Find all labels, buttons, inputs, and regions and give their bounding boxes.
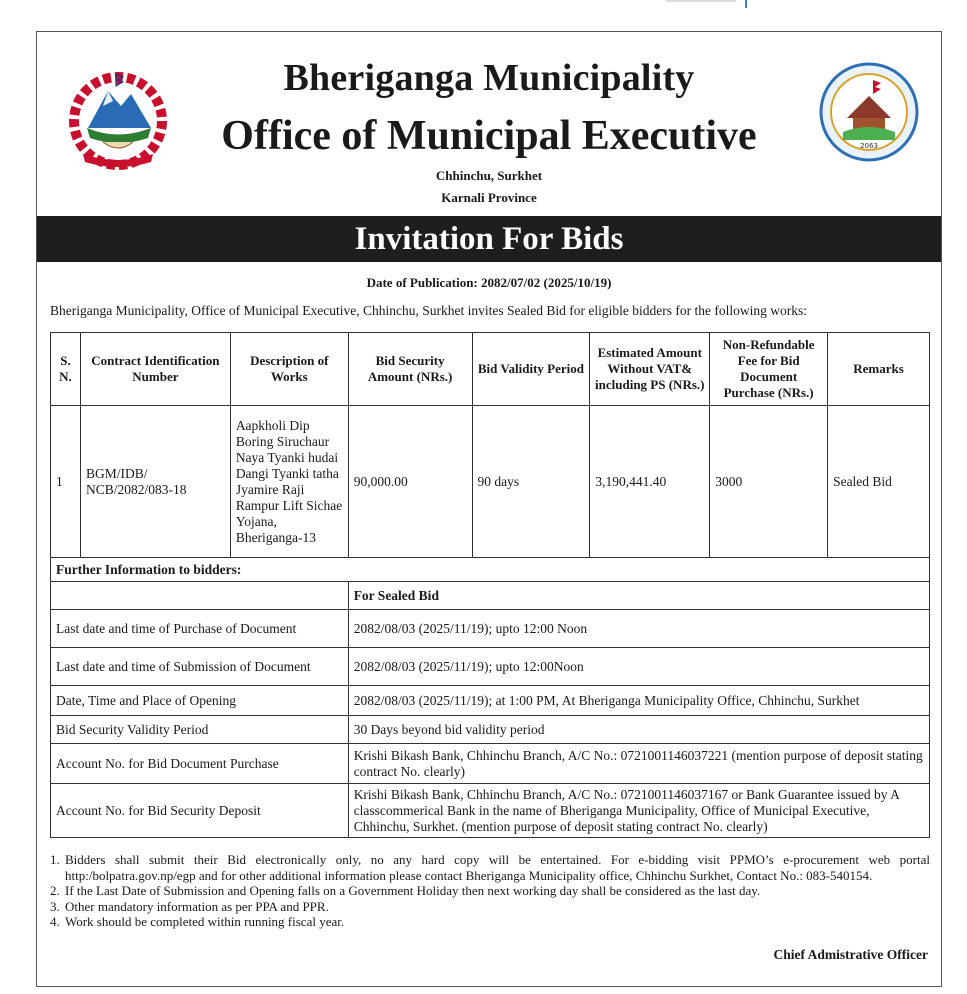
top-edge-mark bbox=[666, 0, 736, 2]
further-info-column-row bbox=[51, 582, 930, 610]
note-item: 4. Work should be completed within running fiscal year. bbox=[63, 914, 930, 930]
info-value: Krishi Bikash Bank, Chhinchu Branch, A/C No.: 0721001146037167 or Bank Guarantee issued by A classcommerical Bank in the name of Bheriganga Municipality, Office of Municipal Executive, Chhinchu, Surkhet. (mention purpose of deposit stating contract No. clearly) bbox=[348, 784, 929, 838]
address-line-1: Chhinchu, Surkhet bbox=[435, 168, 543, 183]
note-item: 3. Other mandatory information as per PPA and PPR. bbox=[63, 899, 930, 915]
cell-sn: 1 bbox=[51, 406, 81, 558]
info-row bbox=[51, 784, 930, 838]
info-value: 30 Days beyond bid validity period bbox=[348, 716, 929, 744]
cell-estimated-amount: 3,190,441.40 bbox=[590, 406, 710, 558]
note-item: 2. If the Last Date of Submission and Opening falls on a Government Holiday then next working day shall be considered as the last day. bbox=[63, 883, 930, 899]
bid-table bbox=[50, 332, 930, 838]
cell-validity: 90 days bbox=[472, 406, 590, 558]
further-info-heading-row bbox=[51, 558, 930, 582]
info-value: 2082/08/03 (2025/11/19); upto 12:00 Noon bbox=[348, 610, 929, 648]
address-line-2: Karnali Province bbox=[441, 190, 537, 205]
col-remarks: Remarks bbox=[828, 333, 930, 406]
info-value: Krishi Bikash Bank, Chhinchu Branch, A/C No.: 0721001146037221 (mention purpose of deposit stating contract No. clearly) bbox=[348, 744, 929, 784]
municipality-name: Bheriganga Municipality bbox=[283, 57, 695, 99]
info-row bbox=[51, 648, 930, 686]
bheriganga-municipality-logo-icon bbox=[817, 58, 921, 166]
info-row bbox=[51, 744, 930, 784]
invitation-banner: Invitation For Bids bbox=[37, 216, 941, 262]
office-name: Office of Municipal Executive bbox=[221, 113, 757, 159]
col-bid-security: Bid Security Amount (NRs.) bbox=[348, 333, 472, 406]
note-item: 1. Bidders shall submit their Bid electronically only, no any hard copy will be entertained. For e-bidding visit PPMO’s e-procurement web portal http:/bolpatra.gov.np/egp and for other additional information please contact Bheriganga Municipality office, Chhinchu Surkhet, Contact No.: 083-540154. bbox=[63, 852, 930, 883]
info-label: Bid Security Validity Period bbox=[51, 716, 349, 744]
info-row bbox=[51, 610, 930, 648]
cell-bid-security: 90,000.00 bbox=[348, 406, 472, 558]
svg-text:2063: 2063 bbox=[860, 142, 878, 150]
cell-contract-id: BGM/IDB/ NCB/2082/083-18 bbox=[80, 406, 230, 558]
info-label: Last date and time of Purchase of Document bbox=[51, 610, 349, 648]
info-row bbox=[51, 686, 930, 716]
col-estimated-amount: Estimated Amount Without VAT& including PS (NRs.) bbox=[590, 333, 710, 406]
notice-header bbox=[37, 32, 941, 216]
col-description: Description of Works bbox=[230, 333, 348, 406]
table-row bbox=[51, 406, 930, 558]
col-validity: Bid Validity Period bbox=[472, 333, 590, 406]
signature: Chief Admistrative Officer bbox=[773, 947, 928, 962]
info-label: Account No. for Bid Security Deposit bbox=[51, 784, 349, 838]
publication-date: Date of Publication: 2082/07/02 (2025/10/19) bbox=[366, 275, 612, 290]
notes-list bbox=[50, 852, 930, 930]
cell-description: Aapkholi Dip Boring Siruchaur Naya Tyanki hudai Dangi Tyanki tatha Jyamire Raji Rampur Lift Sichae Yojana, Bheriganga-13 bbox=[230, 406, 348, 558]
info-row bbox=[51, 716, 930, 744]
further-info-column-heading: For Sealed Bid bbox=[348, 582, 929, 610]
notice-frame bbox=[36, 31, 942, 987]
info-value: 2082/08/03 (2025/11/19); upto 12:00Noon bbox=[348, 648, 929, 686]
col-contract-id: Contract Identification Number bbox=[80, 333, 230, 406]
col-sn: S. N. bbox=[51, 333, 81, 406]
info-label: Last date and time of Submission of Document bbox=[51, 648, 349, 686]
further-info-heading: Further Information to bidders: bbox=[51, 558, 930, 582]
info-label: Date, Time and Place of Opening bbox=[51, 686, 349, 716]
further-info-blank bbox=[51, 582, 349, 610]
info-label: Account No. for Bid Document Purchase bbox=[51, 744, 349, 784]
intro-text: Bheriganga Municipality, Office of Municipal Executive, Chhinchu, Surkhet invites Sealed Bid for eligible bidders for the following works: bbox=[50, 303, 807, 318]
bid-table-header bbox=[51, 333, 930, 406]
info-value: 2082/08/03 (2025/11/19); at 1:00 PM, At Bheriganga Municipality Office, Chhinchu, Surkhet bbox=[348, 686, 929, 716]
top-edge-cursor bbox=[745, 0, 747, 8]
col-fee: Non-Refundable Fee for Bid Document Purchase (NRs.) bbox=[710, 333, 828, 406]
cell-fee: 3000 bbox=[710, 406, 828, 558]
cell-remarks: Sealed Bid bbox=[828, 406, 930, 558]
